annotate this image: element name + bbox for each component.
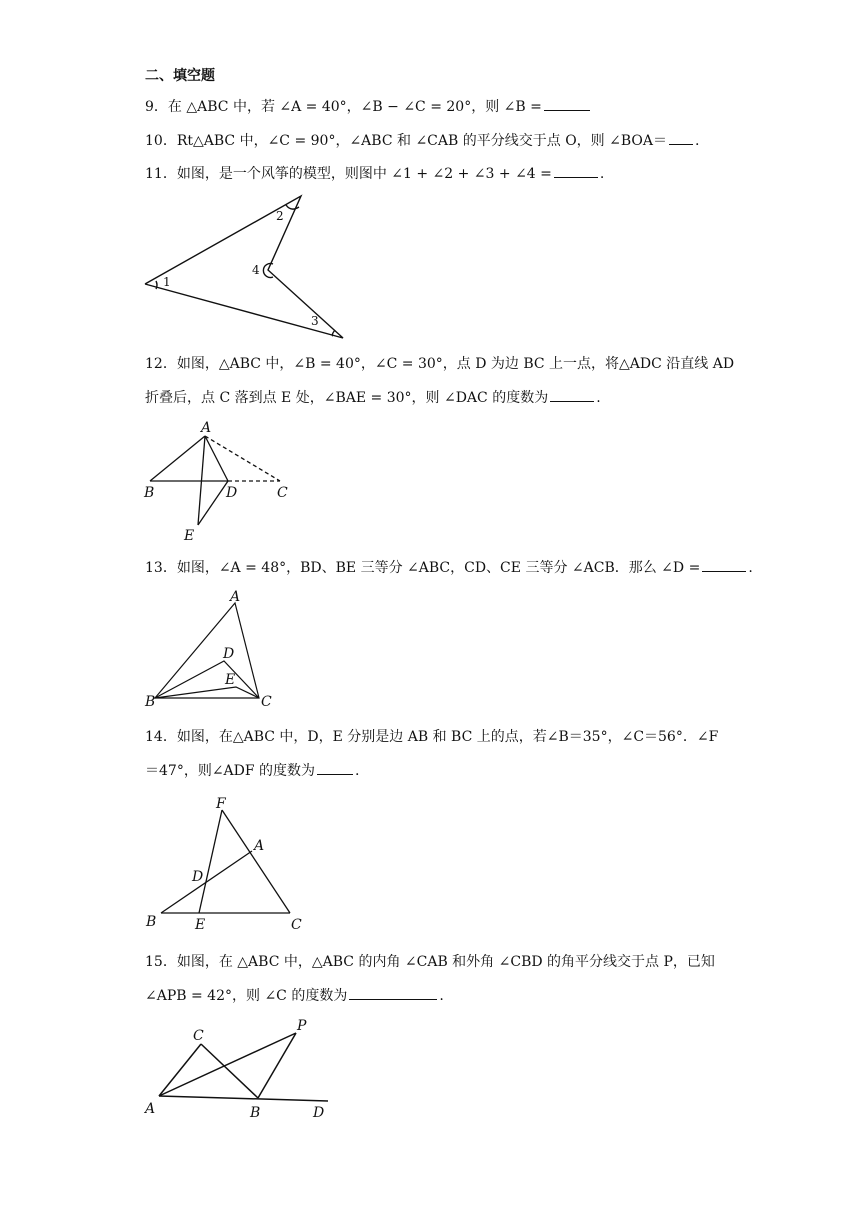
question-10-text: 10．Rt△ABC 中，∠C = 90°，∠ABC 和 ∠CAB 的平分线交于点 O，则 ∠BOA＝ — [145, 133, 667, 149]
question-12-line-1: 12．如图，△ABC 中，∠B = 40°，∠C = 30°，点 D 为边 BC 上一点，将△ADC 沿直线 AD — [145, 356, 735, 372]
tri-label-B: B — [146, 914, 157, 930]
fold-label-A: A — [201, 420, 212, 436]
question-10-tail: . — [695, 133, 700, 149]
bis-label-B: B — [250, 1105, 261, 1121]
bis-label-A: A — [145, 1101, 156, 1117]
trisect-label-C: C — [261, 694, 272, 710]
question-12-text: 折叠后，点 C 落到点 E 处，∠BAE = 30°，则 ∠DAC 的度数为 — [145, 390, 549, 406]
question-14-tail: . — [355, 763, 360, 779]
fold-label-C: C — [277, 485, 288, 501]
question-14-text: ＝47°，则∠ADF 的度数为 — [145, 763, 316, 779]
kite-label-4: 4 — [252, 263, 260, 277]
fold-label-D: D — [226, 485, 238, 501]
trisect-label-A: A — [230, 589, 241, 605]
tri-label-A: A — [254, 838, 265, 854]
fold-label-E: E — [184, 528, 195, 544]
fold-label-B: B — [144, 485, 155, 501]
kite-label-2: 2 — [276, 209, 284, 223]
bis-label-C: C — [193, 1028, 204, 1044]
kite-label-3: 3 — [311, 314, 319, 328]
kite-label-1: 1 — [163, 275, 171, 289]
question-15-line-1: 15．如图，在 △ABC 中，△ABC 的内角 ∠CAB 和外角 ∠CBD 的角平分线交于点 P，已知 — [145, 954, 715, 970]
trisect-label-D: D — [223, 646, 235, 662]
question-13-tail: . — [748, 560, 753, 576]
question-15-text: ∠APB = 42°，则 ∠C 的度数为 — [145, 988, 348, 1004]
section-title: 二、填空题 — [145, 68, 215, 84]
tri-label-C: C — [291, 917, 302, 933]
question-12-tail: . — [596, 390, 601, 406]
tri-label-F: F — [216, 796, 226, 812]
trisect-label-E: E — [225, 672, 236, 688]
tri-label-E: E — [195, 917, 206, 933]
trisect-label-B: B — [145, 694, 156, 710]
question-9-text: 9．在 △ABC 中，若 ∠A = 40°，∠B − ∠C = 20°，则 ∠B = — [145, 99, 542, 115]
question-11-tail: . — [599, 166, 605, 182]
question-11-text: 11．如图，是一个风筝的模型，则图中 ∠1 + ∠2 + ∠3 + ∠4 = — [145, 166, 552, 182]
question-14-line-1: 14．如图，在△ABC 中，D，E 分别是边 AB 和 BC 上的点，若∠B＝35°，∠C＝56°．∠F — [145, 729, 719, 745]
question-15-tail: . — [439, 988, 444, 1004]
bis-label-D: D — [313, 1105, 325, 1121]
question-13-text: 13．如图，∠A = 48°，BD、BE 三等分 ∠ABC，CD、CE 三等分 ∠ACB．那么 ∠D = — [145, 560, 701, 576]
tri-label-D: D — [192, 869, 204, 885]
bis-label-P: P — [297, 1018, 307, 1034]
